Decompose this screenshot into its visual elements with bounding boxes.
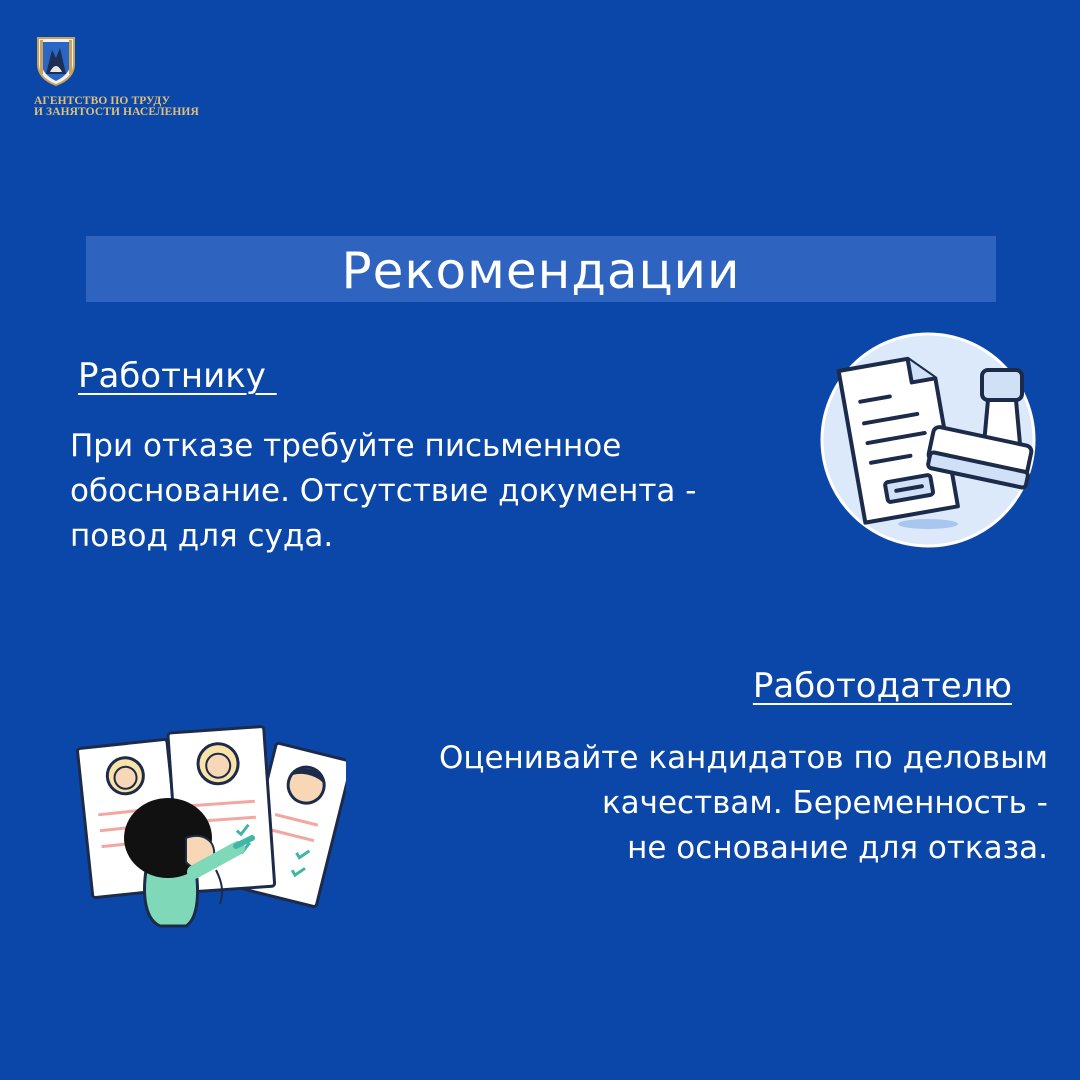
employer-line-2: качествам. Беременность -	[601, 785, 1048, 821]
page-title: Рекомендации	[341, 242, 741, 300]
employer-text	[328, 736, 1048, 871]
agency-logo	[34, 34, 264, 118]
worker-line-2: обоснование. Отсутствие документа -	[70, 473, 697, 509]
worker-text	[70, 424, 790, 559]
document-stamp-icon	[818, 332, 1040, 550]
worker-line-1: При отказе требуйте письменное	[70, 428, 622, 464]
logo-line-2: И ЗАНЯТОСТИ НАСЕЛЕНИЯ	[34, 106, 199, 118]
title-bar	[86, 236, 996, 302]
logo-line-1: АГЕНТСТВО ПО ТРУДУ	[34, 95, 171, 107]
worker-line-3: повод для суда.	[70, 518, 334, 554]
employer-heading: Работодателю	[752, 666, 1012, 706]
employer-line-3: не основание для отказа.	[627, 830, 1048, 866]
worker-heading: Работнику	[78, 356, 277, 396]
resume-review-icon	[76, 720, 346, 934]
crest-icon	[34, 34, 78, 86]
employer-line-1: Оценивайте кандидатов по деловым	[438, 740, 1048, 776]
